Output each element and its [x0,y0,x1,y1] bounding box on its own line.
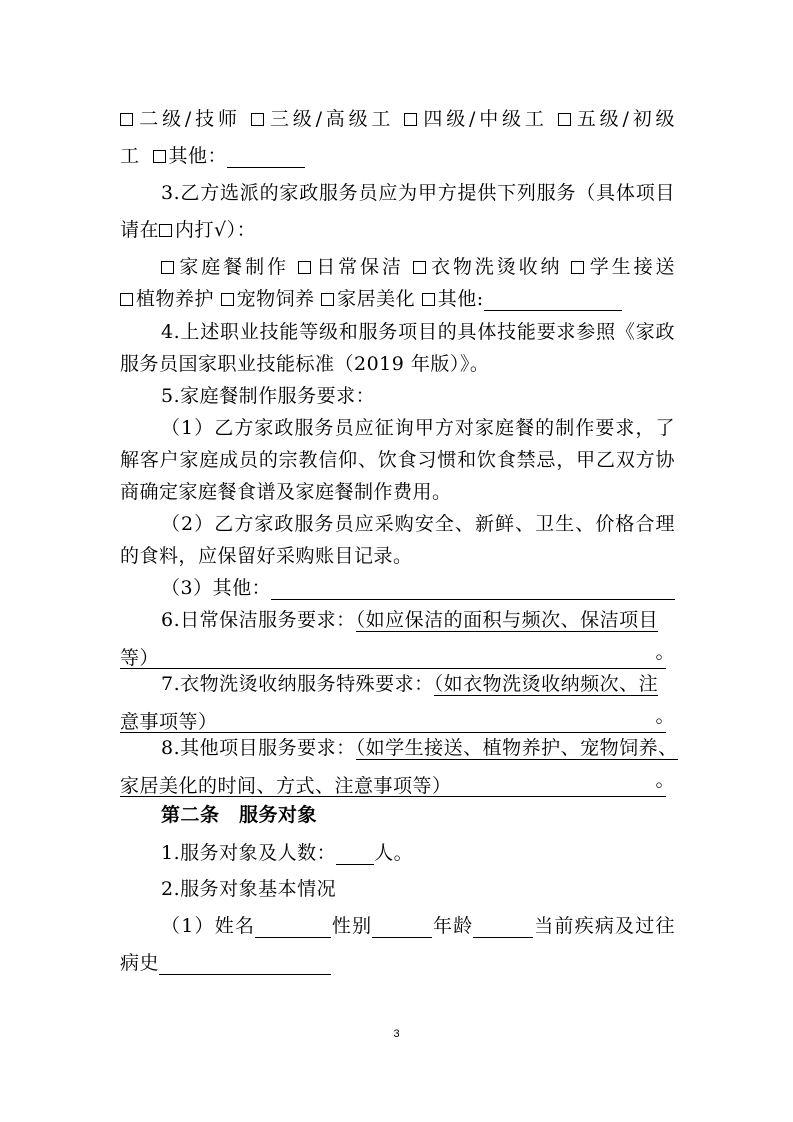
item-5-title: 5.家庭餐制作服务要求： [161,385,376,407]
item-6-hint-cont: 等） [120,647,160,669]
checkbox-service-meal[interactable] [161,261,174,274]
checkbox-service-plants[interactable] [120,293,133,306]
level-5-label: 五级/初级 [573,108,676,130]
item-8-end: 。 [655,769,675,791]
service-options-line-1 [161,252,675,282]
item-7-blank[interactable] [120,710,666,733]
checkbox-service-other[interactable] [422,293,435,306]
item-6-line-1 [161,605,675,635]
article-2-basic-info: 2.服务对象基本情况 [161,878,337,900]
article-2-p1-line-2 [120,948,675,978]
item-8-line-1 [161,733,678,763]
history-blank[interactable] [159,952,331,975]
item-5-p3-line [161,573,675,603]
item-3-pre: 请在 [120,219,160,241]
age-blank[interactable] [473,915,533,938]
level-3-label: 三级/高级工 [266,108,395,130]
item-7-hint-cont: 意事项等） [120,711,218,733]
item-5-other-blank[interactable] [271,577,675,600]
item-8-line-2 [120,765,675,795]
checkbox-service-laundry[interactable] [413,261,426,274]
article-2-title: 第二条 服务对象 [161,804,318,826]
item-5-p2-line-1: （2）乙方家政服务员应采购安全、新鲜、卫生、价格合理 [161,513,675,535]
item-4-line-2: 服务员国家职业技能标准（2019 年版）》。 [120,353,490,375]
checkbox-level-4[interactable] [404,113,417,126]
item-7-line-1 [161,669,675,699]
item-7-end: 。 [655,705,675,727]
item-8-blank[interactable] [120,774,666,797]
item-6-label: 6.日常保洁服务要求： [161,609,356,631]
level-2-label: 二级/技师 [136,108,241,130]
item-6-line-2 [120,637,675,667]
service-other-blank[interactable] [484,288,622,311]
checkbox-sample [159,224,172,237]
item-5-p2-line-2: 的食料，应保留好采购账目记录。 [120,545,413,567]
name-label: （1）姓名 [161,915,256,937]
service-meal-label: 家庭餐制作 [177,256,289,278]
level-other-label: 其他： [168,145,228,167]
service-plants-label: 植物养护 [136,288,215,310]
gender-blank[interactable] [372,915,432,938]
item-8-hint-cont: 家居美化的时间、方式、注意事项等） [120,775,452,797]
item-3-line-1: 3.乙方选派的家政服务员应为甲方提供下列服务（具体项目 [161,182,675,204]
level-other-blank[interactable] [227,145,305,168]
level-options-line [120,104,675,134]
item-5-p1-line-1: （1）乙方家政服务员应征询甲方对家庭餐的制作要求，了 [161,417,675,439]
item-5-p1-line-2: 解客户家庭成员的宗教信仰、饮食习惯和饮食禁忌，甲乙双方协 [120,449,675,471]
item-3-line-2 [120,215,675,245]
disease-label: 当前疾病及过往 [533,915,675,937]
level-options-line-2 [120,141,675,171]
history-label: 病史 [120,952,160,974]
service-cleaning-label: 日常保洁 [313,256,404,278]
level-5-label-cont: 工 [120,145,140,167]
count-label: 1.服务对象及人数： [161,842,337,864]
item-4-line-1: 4.上述职业技能等级和服务项目的具体技能要求参照《家政 [161,321,675,343]
service-pickup-label: 学生接送 [587,256,675,278]
gender-label: 性别 [331,915,373,937]
service-decor-label: 家居美化 [337,288,416,310]
checkbox-service-pets[interactable] [221,293,234,306]
item-5-p3-label: （3）其他： [161,577,272,599]
count-blank[interactable] [336,842,374,865]
item-3-post: 内打√）： [175,219,257,241]
service-laundry-label: 衣物洗烫收纳 [428,256,563,278]
item-7-hint[interactable]: （如衣物洗烫收纳频次、注 [433,673,659,695]
item-7-line-2 [120,701,675,731]
item-8-label: 8.其他项目服务要求： [161,737,356,759]
age-label: 年龄 [432,915,474,937]
checkbox-level-other[interactable] [153,150,166,163]
item-6-blank[interactable] [120,646,666,669]
item-8-hint[interactable]: （如学生接送、植物养护、宠物饲养、 [355,737,678,759]
article-2-count-line [161,838,675,868]
service-pets-label: 宠物饲养 [236,288,315,310]
service-options-line-2 [120,284,675,314]
checkbox-level-3[interactable] [251,113,264,126]
name-blank[interactable] [255,915,331,938]
checkbox-level-5[interactable] [558,113,571,126]
level-4-label: 四级/中级工 [420,108,548,130]
article-2-p1-line [161,911,675,941]
item-6-end: 。 [655,641,675,663]
checkbox-service-pickup[interactable] [571,261,584,274]
checkbox-service-decor[interactable] [321,293,334,306]
checkbox-level-2[interactable] [120,113,133,126]
service-other-label: 其他: [437,288,484,310]
item-5-p1-line-3: 商确定家庭餐食谱及家庭餐制作费用。 [120,481,452,503]
checkbox-service-cleaning[interactable] [298,261,311,274]
count-unit: 人。 [374,842,414,864]
item-6-hint[interactable]: （如应保洁的面积与频次、保洁项目 [355,609,659,631]
item-7-label: 7.衣物洗烫收纳服务特殊要求： [161,673,434,695]
page-number: 3 [393,1028,400,1040]
